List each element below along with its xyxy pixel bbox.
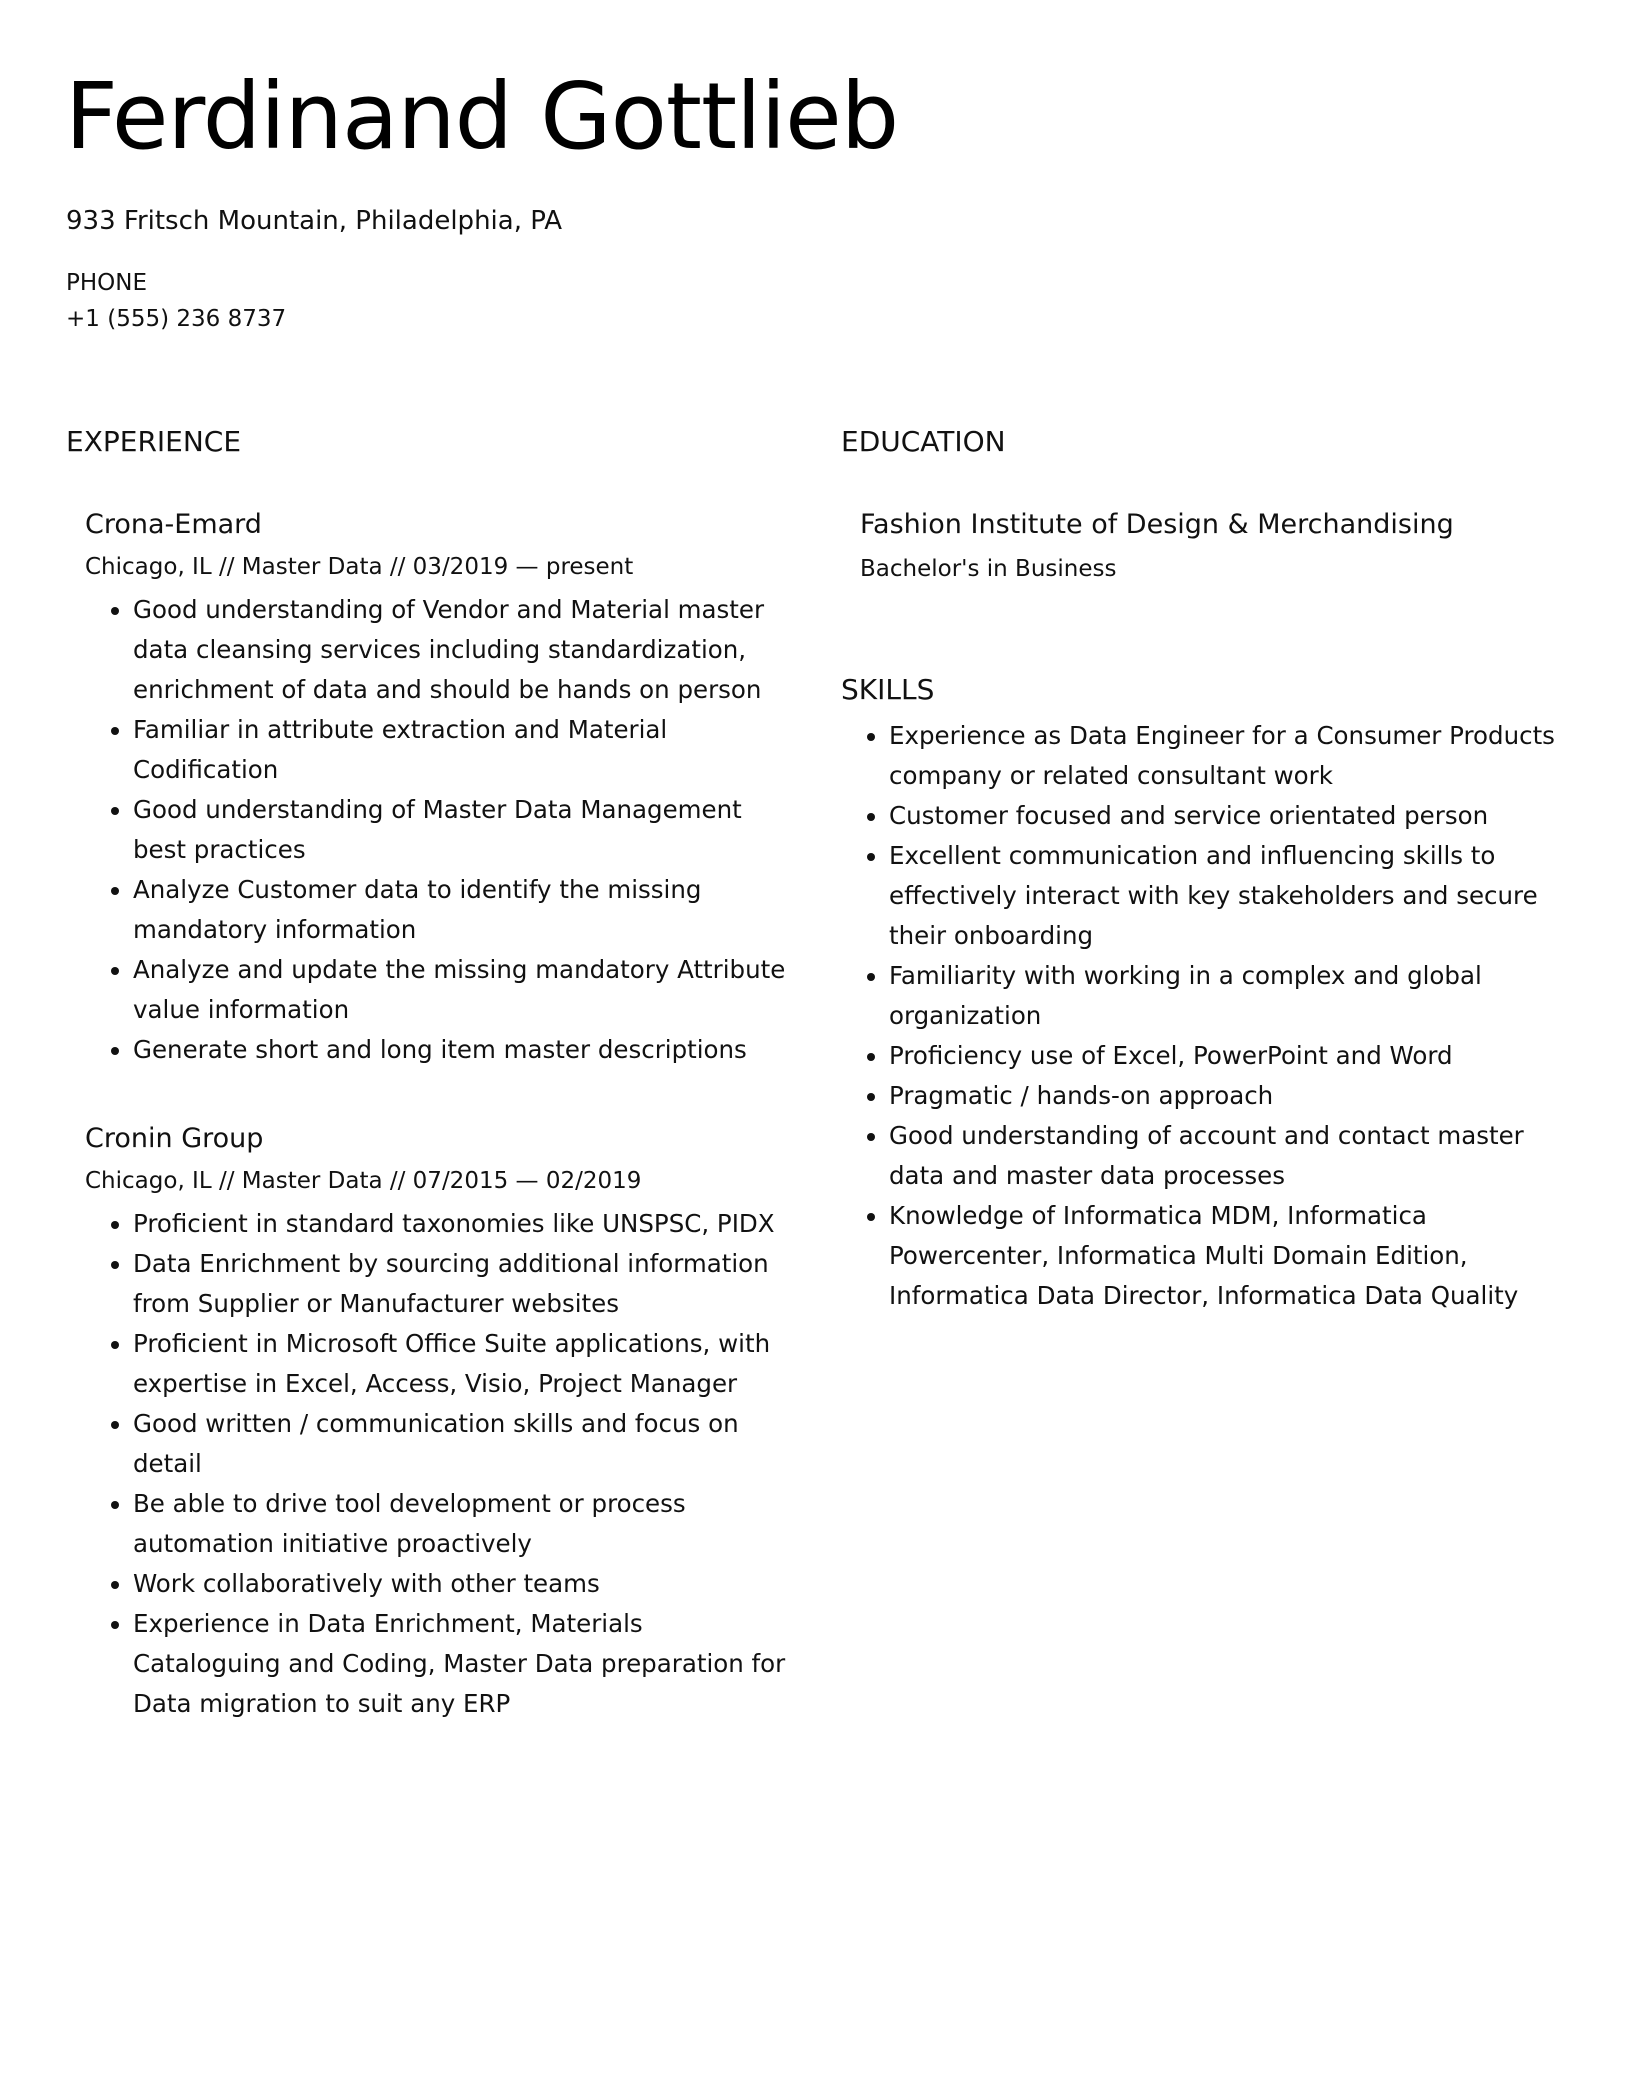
list-item: • Proficient in standard taxonomies like UNSPSC, PIDX <box>133 1204 796 1244</box>
list-item: • Good understanding of Vendor and Material master data cleansing services including standardization, enrichment of data and should be hands on person <box>133 590 796 710</box>
job-entry <box>66 1122 796 1724</box>
job-company: Crona-Emard <box>85 509 262 540</box>
list-item: • Proficient in Microsoft Office Suite applications, with expertise in Excel, Access, Visio, Project Manager <box>133 1324 796 1404</box>
job-entry <box>66 508 796 1070</box>
list-item: • Proficiency use of Excel, PowerPoint and Word <box>889 1036 1581 1076</box>
list-item: • Good understanding of account and contact master data and master data processes <box>889 1116 1581 1196</box>
list-item: • Customer focused and service orientated person <box>889 796 1581 836</box>
education-heading: EDUCATION <box>841 425 1006 458</box>
list-item: • Knowledge of Informatica MDM, Informatica Powercenter, Informatica Multi Domain Edition, Informatica Data Director, Informatica Data Quality <box>889 1196 1581 1316</box>
experience-column <box>66 424 796 1724</box>
list-item: • Experience in Data Enrichment, Materials Cataloguing and Coding, Master Data preparation for Data migration to suit any ERP <box>133 1604 796 1724</box>
education-degree: Bachelor's in Business <box>860 556 1117 582</box>
list-item: • Pragmatic / hands-on approach <box>889 1076 1581 1116</box>
experience-heading: EXPERIENCE <box>66 425 242 458</box>
list-item: • Analyze and update the missing mandatory Attribute value information <box>133 950 796 1030</box>
job-bullets <box>85 590 796 1070</box>
list-item: • Be able to drive tool development or process automation initiative proactively <box>133 1484 796 1564</box>
phone-number: +1 (555) 236 8737 <box>66 306 287 332</box>
list-item: • Generate short and long item master descriptions <box>133 1030 796 1070</box>
list-item: • Familiar in attribute extraction and Material Codification <box>133 710 796 790</box>
list-item: • Excellent communication and influencing skills to effectively interact with key stakeholders and secure their onboarding <box>889 836 1581 956</box>
job-company: Cronin Group <box>85 1123 264 1154</box>
list-item: • Good written / communication skills and focus on detail <box>133 1404 796 1484</box>
list-item: • Experience as Data Engineer for a Consumer Products company or related consultant work <box>889 716 1581 796</box>
skills-heading: SKILLS <box>841 673 935 706</box>
list-item: • Work collaboratively with other teams <box>133 1564 796 1604</box>
job-bullets <box>85 1204 796 1724</box>
job-meta: Chicago, IL // Master Data // 03/2019 — present <box>85 554 634 580</box>
list-item: • Good understanding of Master Data Management best practices <box>133 790 796 870</box>
education-skills-column <box>841 424 1581 1316</box>
phone-label: PHONE <box>66 270 148 296</box>
list-item: • Analyze Customer data to identify the missing mandatory information <box>133 870 796 950</box>
skills-list <box>841 716 1581 1316</box>
job-meta: Chicago, IL // Master Data // 07/2015 — 02/2019 <box>85 1168 642 1194</box>
education-school: Fashion Institute of Design & Merchandising <box>860 509 1454 540</box>
education-entry <box>841 508 1581 584</box>
candidate-name: Ferdinand Gottlieb <box>65 63 899 170</box>
address: 933 Fritsch Mountain, Philadelphia, PA <box>66 206 563 236</box>
list-item: • Data Enrichment by sourcing additional information from Supplier or Manufacturer websites <box>133 1244 796 1324</box>
list-item: • Familiarity with working in a complex and global organization <box>889 956 1581 1036</box>
